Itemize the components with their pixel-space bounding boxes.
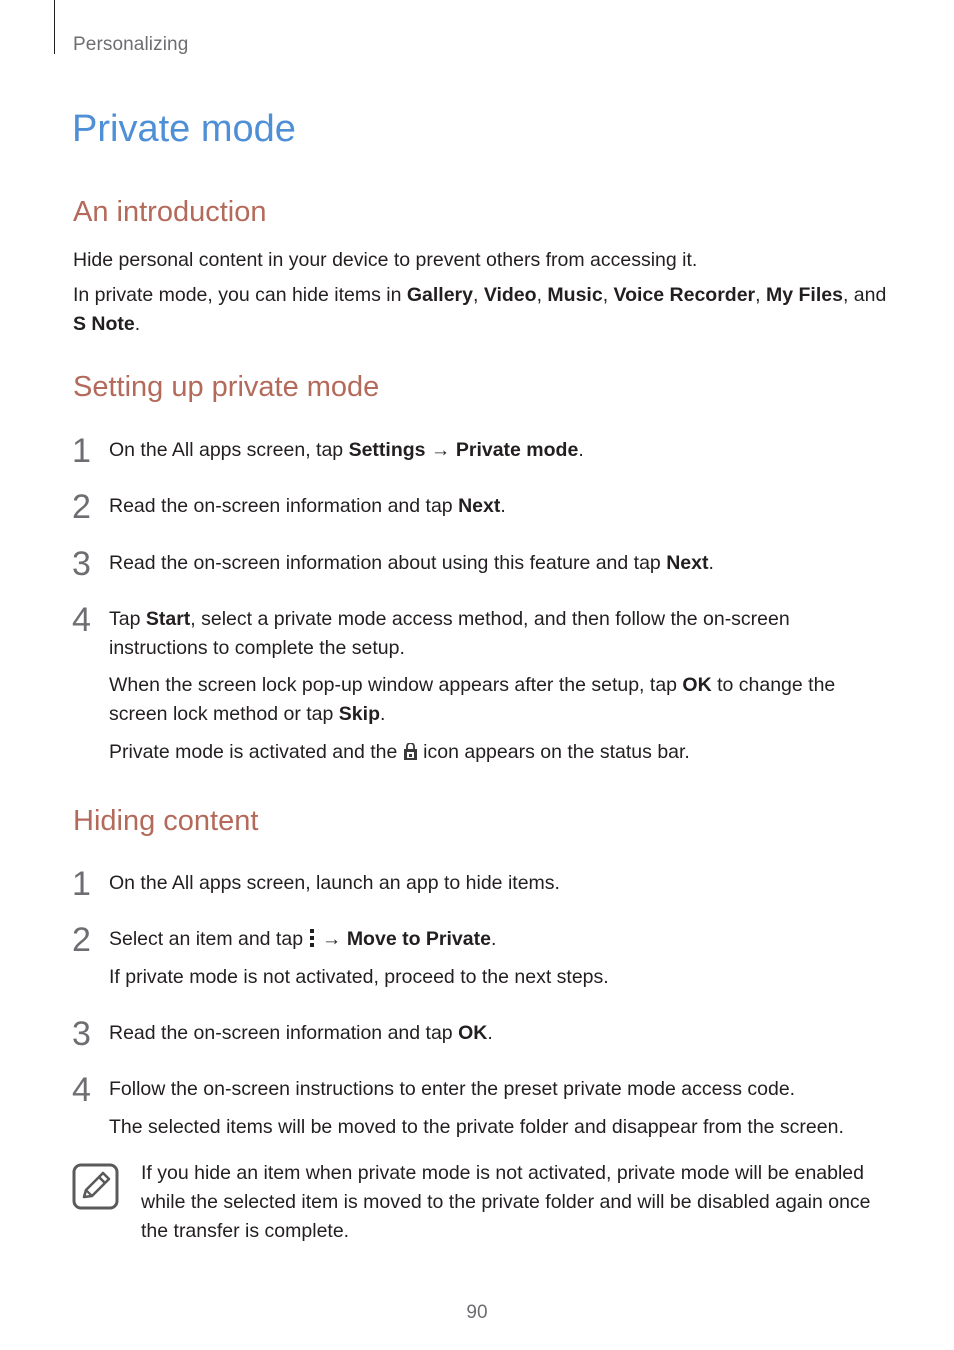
note-pencil-icon <box>72 1163 119 1215</box>
app-s-note: S Note <box>73 313 135 335</box>
hiding-step-2-text: Select an item and tap → Move to Private. <box>109 925 899 957</box>
setup-step-4-screen-lock-note: When the screen lock pop-up window appears after the setup, tap OK to change the screen lock method or tap Skip. <box>109 674 836 725</box>
setup-step-4-number: 4 <box>72 601 91 639</box>
app-voice-recorder: Voice Recorder <box>613 284 756 306</box>
setup-step-4-status-note: Private mode is activated and the icon appears on the status bar. <box>109 738 899 770</box>
header-rule <box>54 0 55 54</box>
hiding-step-4-text: Follow the on-screen instructions to enter the preset private mode access code. <box>109 1078 796 1100</box>
hiding-step-2-subtext: If private mode is not activated, proceed to the next steps. <box>109 966 609 988</box>
intro-heading: An introduction <box>73 196 267 228</box>
hiding-heading: Hiding content <box>73 805 259 837</box>
note-text: If you hide an item when private mode is not activated, private mode will be enabled while the selected item is moved to the private folder and will be disabled again once the transfer is complete. <box>141 1162 871 1242</box>
page-title: Private mode <box>72 108 296 150</box>
app-video: Video <box>483 284 537 306</box>
private-mode-icon <box>403 741 418 770</box>
setup-step-3-text: Read the on-screen information about using this feature and tap Next. <box>109 552 714 574</box>
app-gallery: Gallery <box>406 284 473 306</box>
hiding-step-1-text: On the All apps screen, launch an app to hide items. <box>109 872 560 894</box>
hiding-step-3-number: 3 <box>72 1015 91 1053</box>
intro-paragraph-1: Hide personal content in your device to prevent others from accessing it. <box>73 249 698 271</box>
setup-step-2-text: Read the on-screen information and tap Next. <box>109 495 506 517</box>
setup-step-4-text: Tap Start, select a private mode access method, and then follow the on-screen instructions to complete the setup. <box>109 608 790 659</box>
app-my-files: My Files <box>766 284 843 306</box>
app-music: Music <box>547 284 603 306</box>
hiding-step-4-number: 4 <box>72 1071 91 1109</box>
setup-step-2-number: 2 <box>72 488 91 526</box>
hiding-step-2-number: 2 <box>72 921 91 959</box>
page-number: 90 <box>466 1302 488 1323</box>
hiding-step-3-text: Read the on-screen information and tap OK. <box>109 1022 493 1044</box>
setup-step-3-number: 3 <box>72 545 91 583</box>
setup-heading: Setting up private mode <box>73 371 380 403</box>
setup-step-1-text: On the All apps screen, tap Settings → Private mode. <box>109 439 584 461</box>
intro-paragraph-2: In private mode, you can hide items in Gallery, Video, Music, Voice Recorder, My Files, and S Note. <box>73 284 887 335</box>
setup-step-1-number: 1 <box>72 432 91 470</box>
hiding-step-1-number: 1 <box>72 865 91 903</box>
hiding-step-4-subtext: The selected items will be moved to the private folder and disappear from the screen. <box>109 1116 844 1138</box>
section-label: Personalizing <box>73 34 189 55</box>
